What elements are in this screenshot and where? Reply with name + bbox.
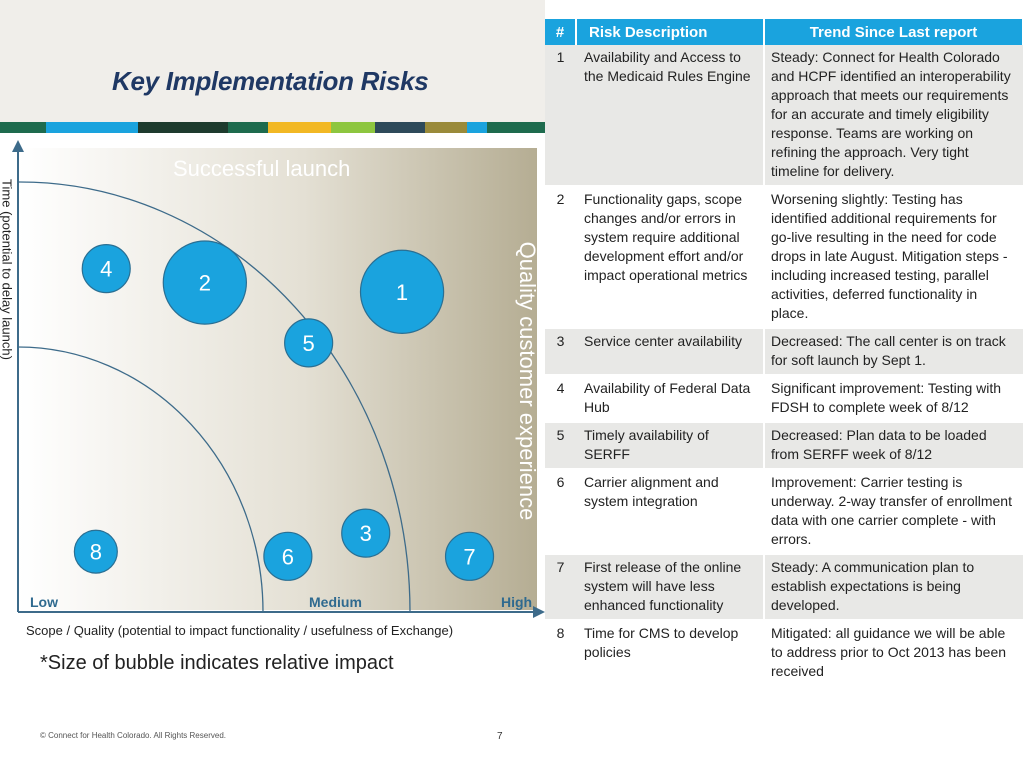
risk-description: Availability of Federal Data Hub bbox=[576, 375, 764, 422]
risk-description: Availability and Access to the Medicaid Rules Engine bbox=[576, 45, 764, 186]
copyright-text: © Connect for Health Colorado. All Rights Reserved. bbox=[40, 731, 226, 740]
x-axis-label: Scope / Quality (potential to impact functionality / usefulness of Exchange) bbox=[26, 623, 454, 638]
table-row bbox=[545, 620, 1023, 686]
risk-trend: Steady: A communication plan to establish expectations is being developed. bbox=[764, 554, 1023, 620]
region-label-quality-experience: Quality customer experience bbox=[515, 241, 540, 521]
x-tick-high: High bbox=[501, 594, 533, 610]
risk-bubble-label: 3 bbox=[359, 521, 372, 547]
risk-trend: Significant improvement: Testing with FDSH to complete week of 8/12 bbox=[764, 375, 1023, 422]
risk-number: 5 bbox=[545, 422, 576, 469]
risk-bubble-label: 1 bbox=[395, 279, 409, 305]
risk-number: 7 bbox=[545, 554, 576, 620]
x-tick-medium: Medium bbox=[309, 594, 362, 610]
risk-table bbox=[545, 19, 1024, 687]
risk-description: Functionality gaps, scope changes and/or errors in system require additional development effort and/or impact operational metrics bbox=[576, 186, 764, 328]
x-axis-arrow bbox=[533, 606, 545, 618]
slide-title: Key Implementation Risks bbox=[112, 66, 429, 96]
risk-trend: Improvement: Carrier testing is underway. 2-way transfer of enrollment data with one carrier complete - with errors. bbox=[764, 469, 1023, 554]
risk-number: 8 bbox=[545, 620, 576, 686]
risk-number: 3 bbox=[545, 328, 576, 375]
risk-bubble-label: 5 bbox=[302, 330, 315, 356]
page-number: 7 bbox=[497, 731, 503, 742]
risk-trend: Steady: Connect for Health Colorado and HCPF identified an interoperability approach that meets our requirements for an accurate and timely eligibility response. Teams are working on refining the approach. Very tight timeline for delivery. bbox=[764, 45, 1023, 186]
col-header-trend: Trend Since Last report bbox=[764, 19, 1023, 45]
risk-number: 2 bbox=[545, 186, 576, 328]
risk-description: Service center availability bbox=[576, 328, 764, 375]
risk-number: 1 bbox=[545, 45, 576, 186]
risk-number: 4 bbox=[545, 375, 576, 422]
table-row bbox=[545, 422, 1023, 469]
table-row bbox=[545, 375, 1023, 422]
risk-bubble-label: 8 bbox=[89, 539, 102, 565]
y-axis-label: Time (potential to delay launch) bbox=[0, 179, 15, 360]
risk-bubble-label: 4 bbox=[100, 256, 113, 282]
risk-table-container bbox=[545, 19, 1024, 754]
table-row bbox=[545, 554, 1023, 620]
col-header-number: # bbox=[545, 19, 576, 45]
risk-description: Timely availability of SERFF bbox=[576, 422, 764, 469]
col-header-risk-description: Risk Description bbox=[576, 19, 764, 45]
table-row bbox=[545, 45, 1023, 186]
risk-description: Carrier alignment and system integration bbox=[576, 469, 764, 554]
risk-trend: Decreased: Plan data to be loaded from SERFF week of 8/12 bbox=[764, 422, 1023, 469]
table-row bbox=[545, 469, 1023, 554]
risk-number: 6 bbox=[545, 469, 576, 554]
region-label-successful-launch: Successful launch bbox=[173, 156, 351, 181]
x-tick-low: Low bbox=[30, 594, 58, 610]
risk-bubble-label: 7 bbox=[463, 544, 476, 570]
risk-bubble-label: 6 bbox=[281, 544, 295, 570]
risk-trend: Decreased: The call center is on track for soft launch by Sept 1. bbox=[764, 328, 1023, 375]
table-row bbox=[545, 186, 1023, 328]
table-header-row bbox=[545, 19, 1023, 45]
table-row bbox=[545, 328, 1023, 375]
risk-description: First release of the online system will have less enhanced functionality bbox=[576, 554, 764, 620]
risk-bubble-chart bbox=[0, 0, 545, 660]
risk-trend: Worsening slightly: Testing has identified additional requirements for go-live resulting in the need for code drops in late August. Mitigation steps - including increased testing, parallel activities, deferred functionality in place. bbox=[764, 186, 1023, 328]
risk-trend: Mitigated: all guidance we will be able to address prior to Oct 2013 has been received bbox=[764, 620, 1023, 686]
impact-note: *Size of bubble indicates relative impact bbox=[40, 652, 394, 674]
risk-description: Time for CMS to develop policies bbox=[576, 620, 764, 686]
risk-bubble-label: 2 bbox=[198, 270, 211, 296]
